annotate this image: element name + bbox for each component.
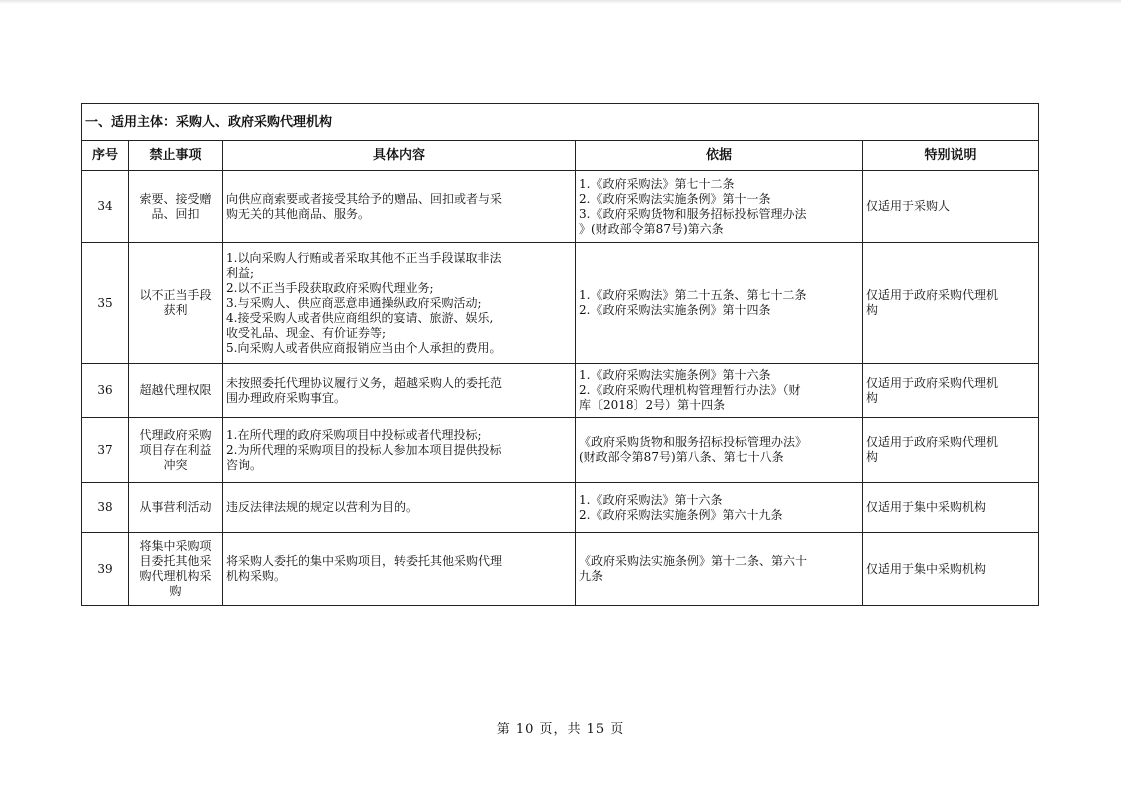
legal-basis [576,364,863,418]
specific-content-line: 5.向采购人或者供应商报销应当由个人承担的费用。 [226,340,502,355]
page-footer: 第 10 页，共 15 页 [496,722,625,737]
legal-basis-line: 库〔2018〕2号）第十四条 [579,398,726,412]
legal-basis [576,243,863,364]
specific-content [223,364,576,418]
special-note-line: 仅适用于集中采购机构 [866,500,987,514]
legal-basis-line: 3.《政府采购货物和服务招标投标管理办法 [579,206,807,221]
legal-basis-line: 《政府采购货物和服务招标投标管理办法》 [579,435,808,449]
legal-basis-line: (财政部令第87号)第八条、第七十八条 [579,450,784,464]
legal-basis-line: 1.《政府采购法实施条例》第十六条 [579,368,771,382]
page-top-edge [0,0,1121,4]
prohibited-matter-line: 将集中采购项 [139,539,212,553]
special-note [863,418,1039,483]
specific-content-line: 利益; [226,265,255,280]
table-row [82,533,1039,606]
special-note-line: 构 [866,450,879,464]
header-content: 具体内容 [223,141,576,171]
prohibited-matter [129,171,223,243]
row-number: 36 [82,364,129,418]
header-prohibited-matter: 禁止事项 [129,141,223,171]
specific-content [223,483,576,533]
legal-basis [576,533,863,606]
header-number: 序号 [82,141,129,171]
prohibited-matter-line: 代理政府采购 [139,427,212,442]
prohibited-matter-line: 获利 [163,303,188,317]
table-header-row [82,141,1039,171]
prohibited-matter [129,243,223,364]
specific-content-line: 违反法律法规的规定以营利为目的。 [226,500,419,514]
special-note-line: 构 [866,303,879,317]
legal-basis-line: 九条 [579,569,604,583]
special-note [863,243,1039,364]
specific-content-line: 4.接受采购人或者供应商组织的宴请、旅游、娱乐, [226,310,494,325]
specific-content-line: 收受礼品、现金、有价证券等; [226,325,387,340]
prohibited-matter [129,533,223,606]
prohibited-matter [129,364,223,418]
specific-content [223,418,576,483]
specific-content-line: 围办理政府采购事宜。 [226,390,347,405]
specific-content-line: 购无关的其他商品、服务。 [226,206,371,221]
specific-content-line: 未按照委托代理协议履行义务，超越采购人的委托范 [226,375,503,390]
specific-content-line: 向供应商索要或者接受其给予的赠品、回扣或者与采 [226,191,503,206]
specific-content [223,533,576,606]
legal-basis [576,418,863,483]
prohibited-matter-line: 品、回扣 [151,206,200,221]
special-note [863,171,1039,243]
header-basis: 依据 [576,141,863,171]
legal-basis-line: 1.《政府采购法》第七十二条 [579,176,735,191]
specific-content-line: 1.以向采购人行贿或者采取其他不正当手段谋取非法 [226,250,502,265]
prohibited-matter-line: 索要、接受赠 [139,191,212,206]
specific-content-line: 2.以不正当手段获取政府采购代理业务; [226,280,434,295]
legal-basis-line: 2.《政府采购法实施条例》第十四条 [579,303,771,317]
special-note-line: 仅适用于集中采购机构 [866,561,987,576]
legal-basis [576,483,863,533]
prohibited-matter-line: 项目存在利益 [139,442,212,457]
legal-basis-line: 2.《政府采购法实施条例》第十一条 [579,191,771,206]
prohibited-matter-line: 购 [169,584,182,598]
prohibited-matter [129,483,223,533]
prohibited-matter-line: 超越代理权限 [139,383,212,397]
legal-basis-line: 1.《政府采购法》第十六条 [579,492,723,507]
special-note-line: 仅适用于采购人 [866,199,951,213]
section-title: 一、适用主体：采购人、政府采购代理机构 [82,104,1039,141]
prohibited-matter-line: 购代理机构采 [139,569,212,583]
specific-content-line: 将采购人委托的集中采购项目，转委托其他采购代理 [226,554,503,568]
prohibited-matter-line: 从事营利活动 [139,500,212,514]
legal-basis-line: 》(财政部令第87号)第六条 [579,221,724,236]
legal-basis-line: 2.《政府采购法实施条例》第六十九条 [579,507,783,522]
special-note [863,533,1039,606]
prohibitions-table [81,103,1039,606]
specific-content [223,243,576,364]
row-number: 35 [82,243,129,364]
specific-content-line: 1.在所代理的政府采购项目中投标或者代理投标; [226,427,482,442]
specific-content-line: 3.与采购人、供应商恶意串通操纵政府采购活动; [226,295,482,310]
header-special-note: 特别说明 [863,141,1039,171]
special-note-line: 仅适用于政府采购代理机 [866,435,999,449]
legal-basis-line: 2.《政府采购代理机构管理暂行办法》（财 [579,383,801,397]
table-row [82,364,1039,418]
specific-content-line: 2.为所代理的采购项目的投标人参加本项目提供投标 [226,442,502,457]
special-note [863,483,1039,533]
special-note-line: 仅适用于政府采购代理机 [866,288,999,302]
specific-content-line: 机构采购。 [226,569,287,583]
legal-basis-line: 1.《政府采购法》第二十五条、第七十二条 [579,288,807,302]
specific-content [223,171,576,243]
prohibited-matter-line: 以不正当手段 [139,288,212,302]
special-note-line: 仅适用于政府采购代理机 [866,375,999,390]
prohibited-matter [129,418,223,483]
legal-basis [576,171,863,243]
prohibited-matter-line: 冲突 [163,457,188,472]
table-row [82,243,1039,364]
prohibited-matter-line: 目委托其他采 [139,554,212,568]
special-note-line: 构 [866,390,879,405]
table-row [82,418,1039,483]
legal-basis-line: 《政府采购法实施条例》第十二条、第六十 [579,554,808,568]
table-row [82,171,1039,243]
row-number: 39 [82,533,129,606]
row-number: 38 [82,483,129,533]
table-row [82,483,1039,533]
row-number: 34 [82,171,129,243]
specific-content-line: 咨询。 [226,457,263,472]
special-note [863,364,1039,418]
row-number: 37 [82,418,129,483]
